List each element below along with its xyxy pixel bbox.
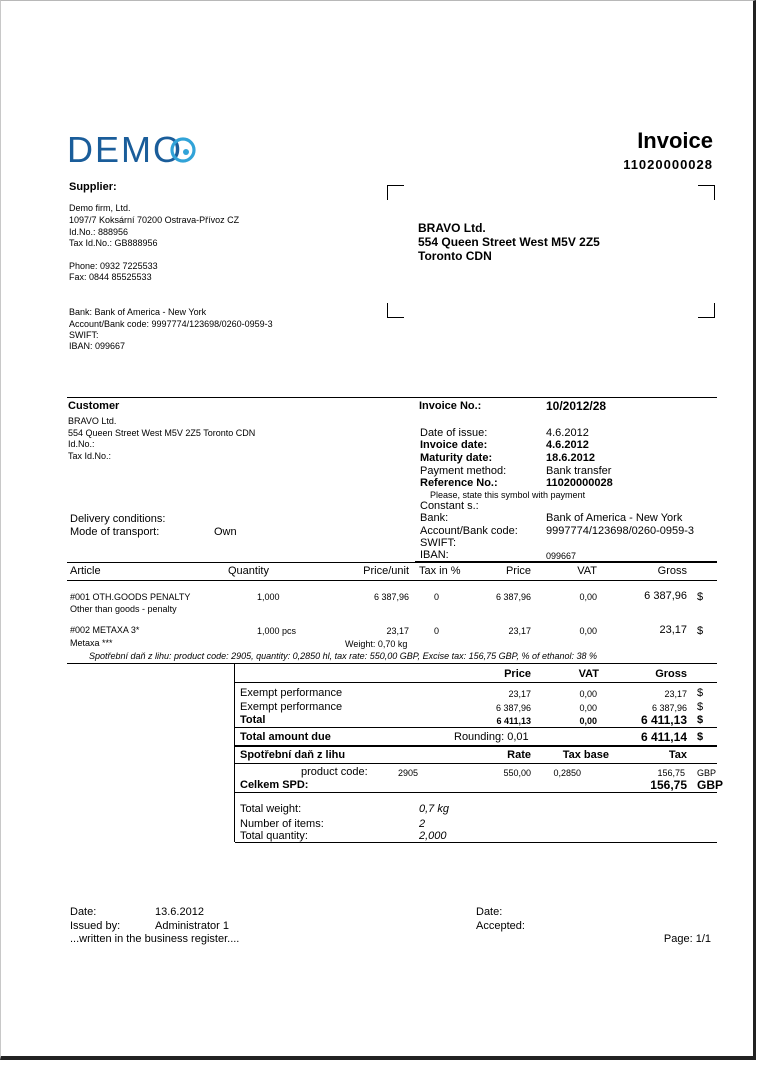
summary-row-2-currency: $ xyxy=(697,701,704,713)
summary-row-2-vat: 0,00 xyxy=(579,703,597,713)
summary-row-2-label: Exempt performance xyxy=(240,701,343,713)
account-label: Account/Bank code: xyxy=(420,525,518,537)
bank-value: Bank of America - New York xyxy=(546,512,683,524)
invoice-date-value: 4.6.2012 xyxy=(546,439,589,451)
supplier-address: 1097/7 Koksární 70200 Ostrava-Přívoz CZ xyxy=(69,215,240,225)
spd-header-line xyxy=(235,763,717,764)
reference-note: Please, state this symbol with payment xyxy=(430,490,586,500)
payment-method-value: Bank transfer xyxy=(546,465,612,477)
col-quantity: Quantity xyxy=(228,565,269,577)
summary-left-line xyxy=(234,664,235,842)
item-2-desc: Metaxa *** xyxy=(70,638,113,648)
logo-text: DEMO xyxy=(67,129,183,170)
items-bottom-line xyxy=(67,663,717,664)
supplier-tax-id: Tax Id.No.: GB888956 xyxy=(69,238,158,248)
summary-col-vat: VAT xyxy=(578,668,599,680)
summary-total-vat: 0,00 xyxy=(579,716,597,726)
supplier-fax: Fax: 0844 85525533 xyxy=(69,272,152,282)
invoice-number: 11020000028 xyxy=(623,157,713,172)
swift-label: SWIFT: xyxy=(420,537,457,549)
issue-date-label: Date of issue: xyxy=(420,427,488,439)
item-2-quantity: 1,000 pcs xyxy=(257,626,297,636)
item-1-quantity: 1,000 xyxy=(257,592,280,602)
summary-total-label: Total xyxy=(240,714,266,726)
summary-col-gross: Gross xyxy=(655,668,687,680)
summary-total-price: 6 411,13 xyxy=(496,716,531,726)
customer-address: 554 Queen Street West M5V 2Z5 Toronto CDN xyxy=(68,428,256,438)
item-1-tax: 0 xyxy=(434,592,440,602)
logo xyxy=(67,129,183,170)
spd-total-currency xyxy=(697,778,724,792)
footer-issued-label: Issued by: xyxy=(70,920,121,932)
maturity-date-label: Maturity date: xyxy=(420,452,493,464)
summary-row-2-price: 6 387,96 xyxy=(495,703,531,713)
number-of-items-label: Number of items: xyxy=(240,818,324,830)
customer-tax-id: Tax Id.No.: xyxy=(68,451,112,461)
spd-rate-value: 550,00 xyxy=(503,768,531,778)
transport-value: Own xyxy=(214,526,237,538)
total-weight-label: Total weight: xyxy=(240,803,302,815)
col-gross: Gross xyxy=(657,565,687,577)
supplier-name: Demo firm, Ltd. xyxy=(69,203,131,213)
summary-row-1-label: Exempt performance xyxy=(240,687,343,699)
summary-row-2-gross: 6 387,96 xyxy=(651,703,687,713)
reference-label: Reference No.: xyxy=(420,477,498,489)
spd-total-value: 156,75 xyxy=(650,778,687,792)
rounding: Rounding: 0,01 xyxy=(454,731,529,743)
constant-label: Constant s.: xyxy=(420,500,479,512)
col-vat: VAT xyxy=(577,565,597,577)
spd-heading: Spotřební daň z lihu xyxy=(240,749,346,761)
customer-heading: Customer xyxy=(68,400,120,412)
summary-total-gross: 6 411,13 xyxy=(640,713,687,727)
item-2-price: 23,17 xyxy=(508,626,531,636)
item-2-weight: Weight: 0,70 kg xyxy=(345,639,408,649)
excise-note: Spotřební daň z lihu: product code: 2905, quantity: 0,2850 hl, tax rate: 550,00 GBP, Excise tax: 156,75 GBP, % of ethanol: 38 % xyxy=(89,651,598,661)
recipient-street: 554 Queen Street West M5V 2Z5 xyxy=(418,235,600,249)
iban-label: IBAN: xyxy=(420,549,449,561)
item-1-desc: Other than goods - penalty xyxy=(70,604,177,614)
summary-header-line xyxy=(235,682,717,683)
supplier-bank: Bank: Bank of America - New York xyxy=(69,307,207,317)
bank-label: Bank: xyxy=(420,512,449,524)
envelope-corner-bl xyxy=(387,303,404,318)
col-tax: Tax in % xyxy=(419,565,461,577)
spd-product-code-value: 2905 xyxy=(398,768,419,778)
spd-base-value: 0,2850 xyxy=(553,768,581,778)
payment-method-label: Payment method: xyxy=(420,465,507,477)
supplier-swift: SWIFT: xyxy=(69,330,99,340)
summary-row-1-currency: $ xyxy=(697,687,704,699)
footer-accepted-label: Accepted: xyxy=(476,920,525,932)
spd-total-label: Celkem SPD: xyxy=(240,779,309,791)
summary-total-line xyxy=(235,727,717,728)
issue-date-value: 4.6.2012 xyxy=(546,427,589,439)
spd-col-tax: Tax xyxy=(668,749,687,761)
total-quantity-label: Total quantity: xyxy=(240,830,308,842)
customer-top-line xyxy=(67,397,717,398)
invoice-no-label: Invoice No.: xyxy=(419,400,482,412)
footer-date-value: 13.6.2012 xyxy=(155,906,204,918)
col-price: Price xyxy=(505,565,531,577)
items-header-line xyxy=(67,580,717,581)
delivery-conditions-label: Delivery conditions: xyxy=(70,513,166,525)
footer-date-label: Date: xyxy=(70,906,97,918)
supplier-account: Account/Bank code: 9997774/123698/0260-0959-3 xyxy=(69,319,273,329)
item-1-code: #001 OTH.GOODS PENALTY xyxy=(70,592,191,602)
spd-bottom-line xyxy=(235,792,717,793)
invoice-title: Invoice xyxy=(637,128,713,153)
item-2-gross: 23,17 xyxy=(659,624,687,636)
item-2-tax: 0 xyxy=(434,626,440,636)
spd-tax-currency xyxy=(697,768,717,778)
account-value xyxy=(546,525,717,537)
item-1-gross: 6 387,96 xyxy=(644,590,687,602)
item-2-vat: 0,00 xyxy=(579,626,597,636)
amount-due-currency: $ xyxy=(697,731,704,743)
item-1-price: 6 387,96 xyxy=(495,592,531,602)
footer-register: ...written in the business register.... xyxy=(70,933,240,945)
logo-circle-icon xyxy=(169,133,199,167)
item-2-currency: $ xyxy=(697,625,704,637)
envelope-corner-tr xyxy=(698,185,715,200)
item-1-price-unit: 6 387,96 xyxy=(373,592,409,602)
customer-name: BRAVO Ltd. xyxy=(68,416,117,426)
transport-label: Mode of transport: xyxy=(70,526,160,538)
supplier-phone: Phone: 0932 7225533 xyxy=(69,261,158,271)
supplier-iban: IBAN: 099667 xyxy=(69,341,126,351)
spd-tax-currency-text: GBP xyxy=(697,768,717,778)
spd-col-rate: Rate xyxy=(507,749,531,761)
item-2-price-unit: 23,17 xyxy=(386,626,409,636)
supplier-heading: Supplier: xyxy=(69,181,117,193)
items-top-line xyxy=(67,562,717,563)
spd-product-code-label: product code: xyxy=(301,766,368,778)
spd-total-currency-text: GBP xyxy=(697,778,724,792)
col-article: Article xyxy=(70,565,101,577)
total-quantity-value: 2,000 xyxy=(419,830,447,842)
footer-issued-value: Administrator 1 xyxy=(155,920,229,932)
total-weight-value: 0,7 kg xyxy=(419,803,449,815)
footer-date2-label: Date: xyxy=(476,906,503,918)
col-price-unit: Price/unit xyxy=(363,565,409,577)
recipient-name: BRAVO Ltd. xyxy=(418,221,486,235)
spd-col-base: Tax base xyxy=(562,749,609,761)
amount-due-value: 6 411,14 xyxy=(640,730,687,744)
item-1-vat: 0,00 xyxy=(579,592,597,602)
invoice-date-label: Invoice date: xyxy=(420,439,488,451)
summary-row-1-gross: 23,17 xyxy=(664,689,687,699)
reference-value: 11020000028 xyxy=(546,477,613,489)
customer-id: Id.No.: xyxy=(68,439,95,449)
amount-due-line xyxy=(235,745,717,747)
account-value-text: 9997774/123698/0260-0959-3 xyxy=(546,525,695,537)
page-number: Page: 1/1 xyxy=(663,933,711,945)
item-2-code: #002 METAXA 3* xyxy=(70,625,140,635)
supplier-id: Id.No.: 888956 xyxy=(69,227,129,237)
recipient-city: Toronto CDN xyxy=(418,249,492,263)
item-1-currency: $ xyxy=(697,591,704,603)
summary-row-1-price: 23,17 xyxy=(508,689,531,699)
number-of-items-value: 2 xyxy=(419,818,426,830)
invoice-no-value: 10/2012/28 xyxy=(546,399,607,413)
summary-col-price: Price xyxy=(504,668,531,680)
amount-due-label: Total amount due xyxy=(240,731,331,743)
spd-tax-value: 156,75 xyxy=(657,768,685,778)
maturity-date-value: 18.6.2012 xyxy=(546,452,595,464)
summary-row-1-vat: 0,00 xyxy=(579,689,597,699)
summary-total-currency: $ xyxy=(697,714,704,726)
totals-bottom-line xyxy=(235,842,717,843)
iban-value: 099667 xyxy=(546,551,577,561)
envelope-corner-br xyxy=(698,303,715,318)
envelope-corner-tl xyxy=(387,185,404,200)
